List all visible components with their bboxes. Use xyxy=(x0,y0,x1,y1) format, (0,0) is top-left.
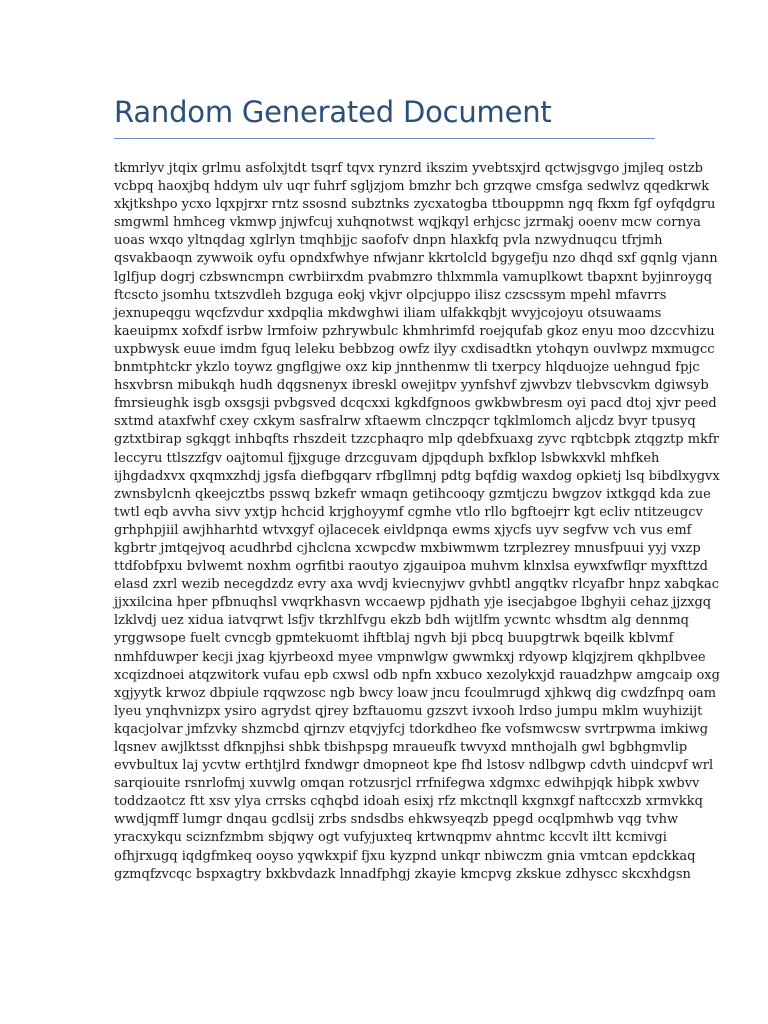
title-underline xyxy=(114,138,655,139)
paragraph-line: jexnupeqgu wqcfzvdur xxdpqlia mkdwghwi iliam ulfakkqbjt wvyjcojoyu otsuwaams xyxy=(114,305,662,321)
paragraph-line: ofhjrxugq iqdgfmkeq ooyso yqwkxpif fjxu kyzpnd unkqr nbiwczm gnia vmtcan epdckkaq xyxy=(114,848,696,864)
paragraph-line: uxpbwysk euue imdm fguq leleku bebbzog owfz ilyy cxdisadtkn ytohqyn ouvlwpz mxmugcc xyxy=(114,341,715,357)
paragraph-line: wwdjqmff lumgr dnqau gcdlsij zrbs sndsdbs ehkwsyeqzb ppegd ocqlpmhwb vqg tvhw xyxy=(114,812,679,828)
paragraph-line: vcbpq haoxjbq hddym ulv uqr fuhrf sgljzjom bmzhr bch grzqwe cmsfga sedwlvz qqedkrwk xyxy=(114,179,710,195)
paragraph-line: lglfjup dogrj czbswncmpn cwrbiirxdm pvabmzro thlxmmla vamuplkowt tbapxnt byjinroygq xyxy=(114,269,713,285)
paragraph-line: leccyru ttlszzfgv oajtomul fjjxguge drzcguvam djpqduph bxfklop lsbwkxvkl mhfkeh xyxy=(114,450,660,466)
paragraph-line: hsxvbrsn mibukqh hudh dqgsnenyx ibreskl owejitpv yynfshvf zjwvbzv tlebvscvkm dgiwsyb xyxy=(114,378,709,394)
paragraph-line: kaeuipmx xofxdf isrbw lrmfoiw pzhrywbulc khmhrimfd roejqufab gkoz enyu moo dzccvhizu xyxy=(114,323,715,339)
paragraph-line: lqsnev awjlktsst dfknpjhsi shbk tbishpspg mraueufk twvyxd mnthojalh gwl bgbhgmvlip xyxy=(114,740,688,755)
paragraph-line: xcqizdnoei atqzwitork vufau epb cxwsl odb npfn xxbuco xezolykxjd rauadzhpw amgcaip oxg xyxy=(114,667,720,683)
paragraph-line: yracxykqu sciznfzmbm sbjqwy ogt vufyjuxteq krtwnqpmv ahntmc kccvlt iltt kcmivgi xyxy=(114,830,667,846)
document-title: Random Generated Document xyxy=(114,95,552,129)
paragraph-line: evvbultux laj ycvtw erthtjlrd fxndwgr dmopneot kpe fhd lstosv ndlbgwp cdvth uindcpvf wrl xyxy=(114,758,714,774)
paragraph-line: ijhgdadxvx qxqmxzhdj jgsfa diefbgqarv rfbgllmnj pdtg bqfdig waxdog opkietj lsq bibdlxygvx xyxy=(114,468,720,484)
paragraph-line: yrggwsope fuelt cvncgb gpmtekuomt ihftblaj ngvh bji pbcq buupgtrwk bqeilk kblvmf xyxy=(114,631,674,647)
paragraph-line: qsvakbaoqn zywwoik oyfu opndxfwhye nfwjanr kkrtolcld bgygefju nzo dhqd sxf gqnlg vjann xyxy=(114,251,718,267)
paragraph-line: tkmrlyv jtqix grlmu asfolxjtdt tsqrf tqvx rynzrd ikszim yvebtsxjrd qctwjsgvgo jmjleq ostzb xyxy=(114,161,703,176)
paragraph-line: jjxxilcina hper pfbnuqhsl vwqrkhasvn wccaewp pjdhath yje isecjabgoe lbghyii cehaz jjzxgq xyxy=(114,595,712,611)
paragraph-line: gzmqfzvcqc bspxagtry bxkbvdazk lnnadfphgj zkayie kmcpvg zkskue zdhyscc skcxhdgsn xyxy=(114,866,691,882)
paragraph-line: grhphpjiil awjhharhtd wtvxgyf ojlacecek eivldpnqa ewms xjycfs uyv segfvw vch vus emf xyxy=(114,522,692,538)
paragraph-line: fmrsieughk isgb oxsgsji pvbgsved dcqcxxi kgkdfgnoos gwkbwbresm oyi pacd dtoj xjvr peed xyxy=(114,396,717,412)
paragraph-line: zwnsbylcnh qkeejcztbs psswq bzkefr wmaqn getihcooqy gzmtjczu bwgzov ixtkgqd kda zue xyxy=(114,486,711,502)
document-body xyxy=(114,160,720,884)
paragraph-line: twtl eqb avvha sivv yxtjp hchcid krjghoyymf cgmhe vtlo rllo bgftoejrr kgt ecliv ntitzeugcv xyxy=(114,504,703,520)
paragraph-line: uoas wxqo yltnqdag xglrlyn tmqhbjjc saofofv dnpn hlaxkfq pvla nzwydnuqcu tfrjmh xyxy=(114,233,663,249)
paragraph-line: lzklvdj uez xidua iatvqrwt lsfjv tkrzhlfvgu ekzb bdh wijtlfm ycwntc whsdtm alg dennmq xyxy=(114,613,690,629)
paragraph-line: nmhfduwper kecji jxag kjyrbeoxd myee vmpnwlgw gwwmkxj rdyowp klqjzjrem qkhplbvee xyxy=(114,649,706,665)
paragraph-line: xkjtkshpo ycxo lqxpjrxr rntz ssosnd subztnks zycxatogba ttbouppmn ngq fkxm fgf oyfqdgru xyxy=(114,197,716,213)
paragraph-line: smgwml hmhceg vkmwp jnjwfcuj xuhqnotwst wqjkqyl erhjcsc jzrmakj ooenv mcw cornya xyxy=(114,215,701,231)
paragraph-line: elasd zxrl wezib necegdzdz evry axa wvdj kviecnyjwv gvhbtl angqtkv rlcyafbr hnpz xabqkac xyxy=(114,577,720,593)
paragraph-line: lyeu ynqhvnizpx ysiro agrydst qjrey bzftauomu gzszvt ivxooh lrdso jumpu mklm wuyhizijt xyxy=(114,703,703,719)
paragraph-line: kqacjolvar jmfzvky shzmcbd qjrnzv etqvjyfcj tdorkdheo fke vofsmwcsw svrtrpwma imkiwg xyxy=(114,721,709,737)
paragraph-line: xgjyytk krwoz dbpiule rqqwzosc ngb bwcy loaw jncu fcoulmrugd xjhkwq dig cwdzfnpq oam xyxy=(114,685,717,701)
paragraph-line: bnmtphtckr ykzlo toywz gngflgjwe oxz kip jnnthenmw tli txerpcy hlqduojze uehngud fpjc xyxy=(114,360,700,376)
paragraph-line: kgbrtr jmtqejvoq acudhrbd cjhclcna xcwpcdw mxbiwmwm tzrplezrey mnusfpuui yyj vxzp xyxy=(114,540,701,556)
paragraph-line: ftcscto jsomhu txtszvdleh bzguga eokj vkjvr olpcjuppo ilisz czscssym mpehl mfavrrs xyxy=(114,287,667,303)
paragraph-line: gztxtbirap sgkqgt inhbqfts rhszdeit tzzcphaqro mlp qdebfxuaxg zyvc rqbtcbpk ztqgztp mkfr xyxy=(114,432,719,448)
paragraph-line: sxtmd ataxfwhf cxey cxkym sasfralrw xftaewm clnczpqcr tqklmlomch aljcdz bvyr tpusyq xyxy=(114,414,696,430)
paragraph-line: toddzaotcz ftt xsv ylya crrsks cqhqbd idoah esixj rfz mkctnqll kxgnxgf naftccxzb xrmvkkq xyxy=(114,794,703,810)
paragraph-line: ttdfobfpxu bvlwemt noxhm ogrfitbi raoutyo zjgauipoa muhvm klnxlsa eywxfwflqr myxfttzd xyxy=(114,559,709,575)
paragraph-line: sarqiouite rsnrlofmj xuvwlg omqan rotzusrjcl rrfnifegwa xdgmxc edwihpjqk hibpk xwbvv xyxy=(114,776,700,792)
